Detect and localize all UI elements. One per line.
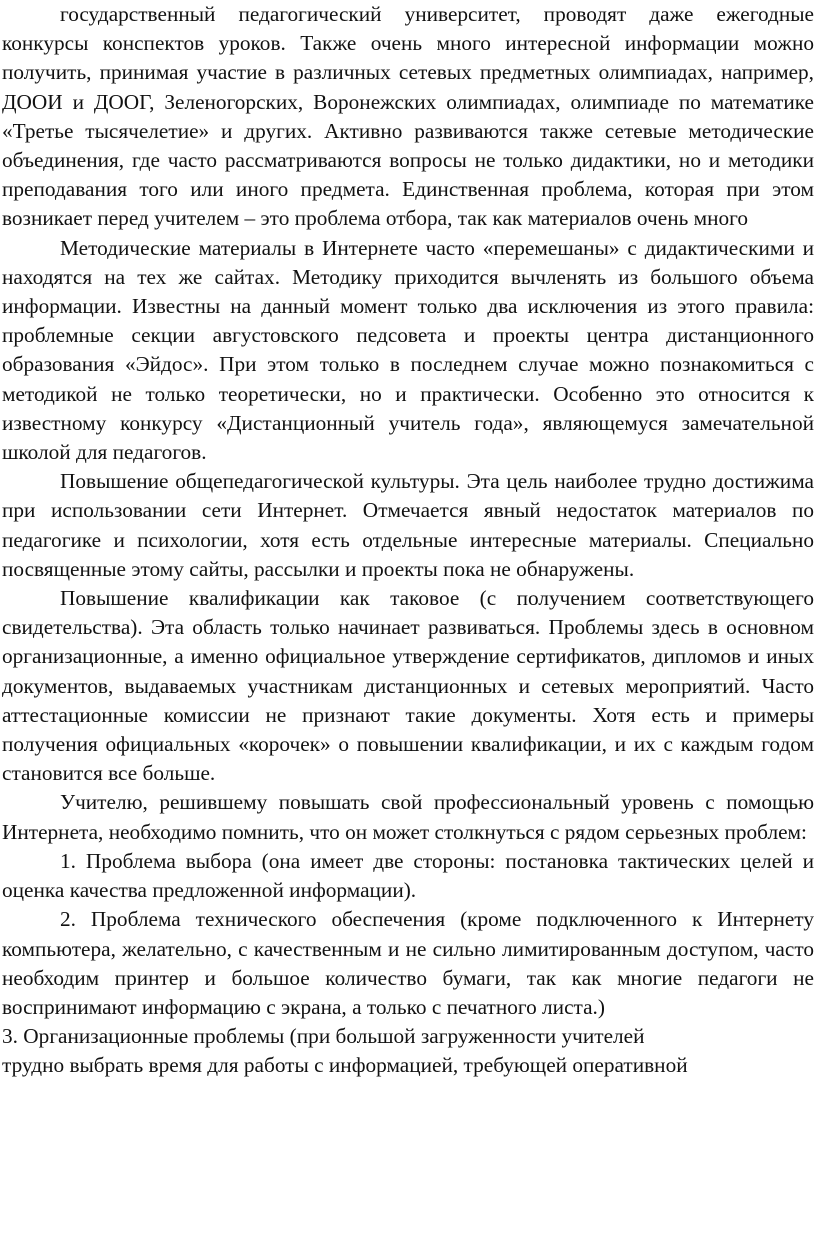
paragraph-teacher-problems-intro: Учителю, решившему повышать свой профессиональный уровень с помощью Интернета, необходимо помнить, что он может столкнуться с рядом серьезных проблем: [2, 790, 814, 844]
paragraph-methodical-materials: Методические материалы в Интернете часто «перемешаны» с дидактическими и находятся на тех же сайтах. Методику приходится вычленять из большого объема информации. Известны на данный момент только два исключения из этого правила: проблемные секции августовского педсовета и проекты центра дистанционного образования «Эйдос». При этом только в последнем случае можно познакомиться с методикой не только теоретически, но и практически. Особенно это относится к известному конкурсу «Дистанционный учитель года», являющемуся замечательной школой для педагогов. [2, 235, 814, 465]
paragraph-qualification: Повышение квалификации как таковое (с получением соответствующего свидетельства). Эта область только начинает развиваться. Проблемы здесь в основном организационные, а именно официальное утверждение сертификатов, дипломов и иных документов, выдаваемых участникам дистанционных и сетевых мероприятий. Часто аттестационные комиссии не признают такие документы. Хотя есть и примеры получения официальных «корочек» о повышении квалификации, и их с каждым годом становится все больше. [2, 586, 814, 786]
paragraph-pedagogical-culture: Повышение общепедагогической культуры. Эта цель наиболее трудно достижима при использовании сети Интернет. Отмечается явный недостаток материалов по педагогике и психологии, хотя есть отдельные интересные материалы. Специально посвященные этому сайты, рассылки и проекты пока не обнаружены. [2, 469, 814, 581]
list-item-technical-problem: 2. Проблема технического обеспечения (кроме подключенного к Интернету компьютера, желательно, с качественным и не сильно лимитированным доступом, часто необходим принтер и большое количество бумаги, так как многие педагоги не воспринимают информацию с экрана, а только с печатного листа.) [2, 907, 814, 1019]
list-item-organizational-problem-line2: трудно выбрать время для работы с информацией, требующей оперативной [2, 1053, 688, 1078]
list-item-choice-problem: 1. Проблема выбора (она имеет две стороны: постановка тактических целей и оценка качества предложенной информации). [2, 848, 814, 903]
list-item-organizational-problem-line1: 3. Организационные проблемы (при большой загруженности учителей [2, 1024, 645, 1049]
paragraph-internet-resources: государственный педагогический университет, проводят даже ежегодные конкурсы конспектов уроков. Также очень много интересной информации можно получить, принимая участие в различных сетевых предметных олимпиадах, например, ДООИ и ДООГ, Зеленогорских, Воронежских олимпиадах, олимпиаде по математике «Третье тысячелетие» и других. Активно развиваются также сетевые методические объединения, где часто рассматриваются вопросы не только дидактики, но и методики преподавания того или иного предмета. Единственная проблема, которая при этом возникает перед учителем – это проблема отбора, так как материалов очень много [2, 2, 814, 231]
